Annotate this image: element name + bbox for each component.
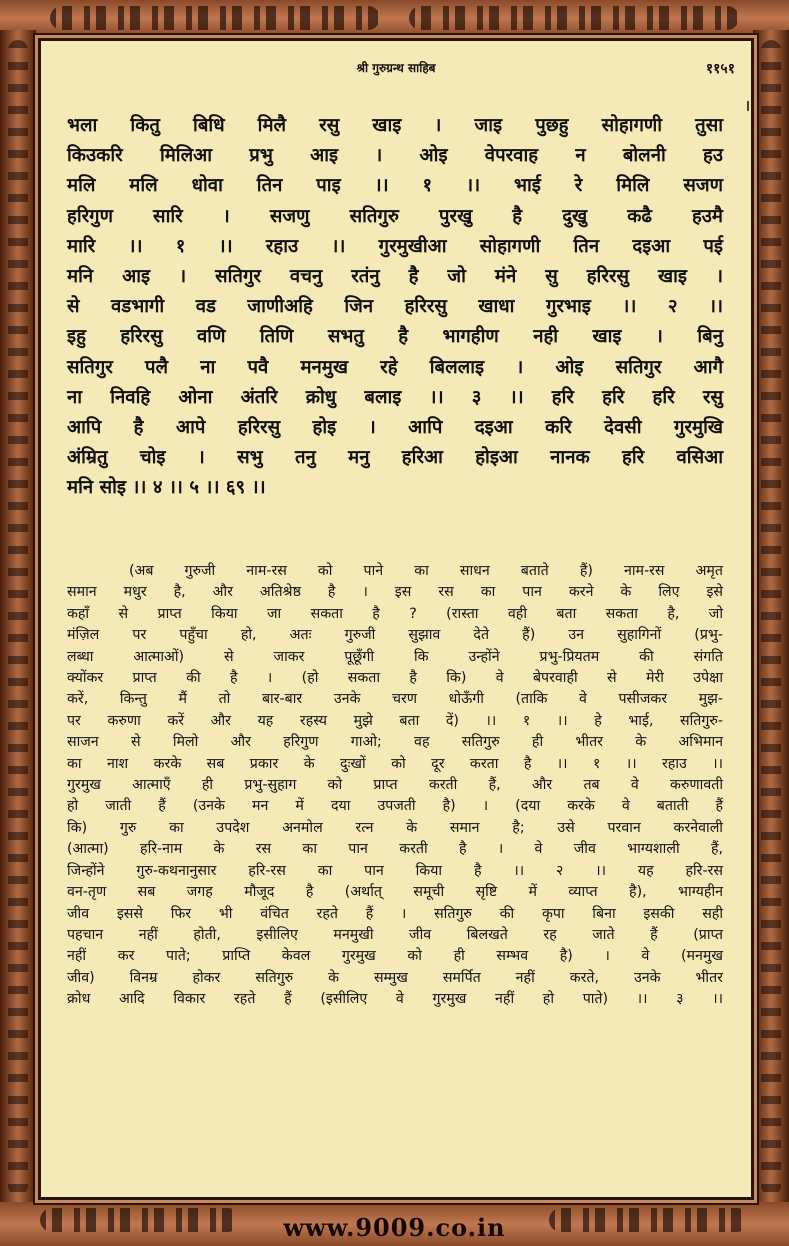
commentary-line: (अब गुरुजी नाम-रस को पाने का साधन बताते हैं) नाम-रस अमृत — [129, 563, 723, 579]
commentary-line: वन-तृण सब जगह मौजूद है (अर्थात् समूची सृष्टि में व्याप्त है), भाग्यहीन — [67, 884, 723, 901]
commentary-line: मंज़िल पर पहुँचा हो, अतः गुरुजी सुझाव देते हैं) उन सुहागिनों (प्रभु- — [67, 627, 723, 644]
ornament-left — [50, 6, 380, 30]
left-border — [0, 30, 36, 1206]
commentary-line: लब्धा आत्माओं) से जाकर पूछूँगी कि उन्होंने प्रभु-प्रियतम की संगति — [67, 648, 723, 665]
book-page — [38, 38, 754, 1200]
right-border — [753, 30, 789, 1206]
verse-line: मारि ।। १ ।। रहाउ ।। गुरमुखीआ सोहागणी तिन दइआ पई — [67, 235, 723, 257]
commentary-line: कहाँ से प्राप्त किया जा सकता है ? (रास्ता वही बता सकता है, जो — [67, 605, 723, 622]
margin-mark — [747, 101, 749, 111]
page-title: श्री गुरुग्रन्थ साहिब — [356, 61, 436, 75]
verse-line: मलि मलि धोवा तिन पाइ ।। १ ।। भाई रे मिलि सजण — [67, 175, 723, 197]
commentary-line: का नाश करके सब प्रकार के दुःखों को दूर करता है ।। १ ।। रहाउ ।। — [67, 755, 723, 772]
page-header — [41, 59, 751, 79]
verse-line: ना निवहि ओना अंतरि क्रोधु बलाइ ।। ३ ।। हरि हरि हरि रसु — [67, 386, 723, 408]
commentary-line: करें, किन्तु मैं तो बार-बार उनके चरण धोऊँगी (ताकि वे पसीजकर मुझ- — [67, 691, 723, 708]
commentary-line: जिन्होंने गुरु-कथनानुसार हरि-रस का पान किया है ।। २ ।। यह हरि-रस — [67, 862, 723, 879]
commentary-line: पर करुणा करें और यह रहस्य मुझे बता दें) ।। १ ।। हे भाई, सतिगुरु- — [67, 712, 723, 729]
commentary-line: गुरमुख आत्माएँ ही प्रभु-सुहाग को प्राप्त करती हैं, और तब वे करुणावती — [67, 777, 723, 794]
scripture-verses — [67, 111, 723, 504]
verse-line: मनि आइ । सतिगुर वचनु रतंनु है जो मंने सु हरिरसु खाइ । — [67, 266, 723, 288]
commentary-line: पहचान नहीं होती, इसीलिए मनमुखी जीव बिलखते रह जाते हैं (प्राप्त — [67, 926, 723, 943]
ornament-right — [409, 6, 739, 30]
commentary-line: क्रोध आदि विकार रहते हैं (इसीलिए वे गुरमुख नहीं हो पाते) ।। ३ ।। — [67, 991, 723, 1008]
commentary-line: नहीं कर पाते; प्राप्ति केवल गुरमुख को ही सम्भव है) । वे (मनमुख — [67, 948, 723, 965]
commentary-line: समान मधुर है, और अतिश्रेष्ठ है । इस रस का पान करने के लिए इसे — [67, 584, 723, 601]
verse-line: से वडभागी वड जाणीअहि जिन हरिरसु खाधा गुरभाइ ।। २ ।। — [67, 296, 723, 318]
commentary-line: क्योंकर प्राप्त की है । (हो सकता है कि) वे बेपरवाही से मेरी उपेक्षा — [67, 670, 723, 687]
verse-line: इहु हरिरसु वणि तिणि सभतु है भागहीण नही खाइ । बिनु — [67, 326, 723, 348]
commentary-line: जीव इससे फिर भी वंचित रहते हैं । सतिगुरु की कृपा बिना इसकी सही — [67, 905, 723, 922]
verse-line: किउकरि मिलिआ प्रभु आइ । ओइ वेपरवाह न बोलनी हउ — [67, 145, 723, 167]
verse-line: अंम्रितु चोइ । सभु तनु मनु हरिआ होइआ नानक हरि वसिआ — [67, 447, 723, 469]
hindi-commentary — [67, 561, 723, 1011]
commentary-line: जीव) विनम्र होकर सतिगुरु के सम्मुख समर्पित नहीं करते, उनके भीतर — [67, 969, 723, 986]
commentary-line: कि) गुरु का उपदेश अनमोल रत्न के समान है; उसे परवान करनेवाली — [67, 819, 723, 836]
verse-line: हरिगुण सारि । सजणु सतिगुरु पुरखु है दुखु कढै हउमै — [67, 205, 723, 227]
verse-line: आपि है आपे हरिरसु होइ । आपि दइआ करि देवसी गुरमुखि — [67, 417, 723, 439]
website-url: www.9009.co.in — [283, 1213, 506, 1242]
verse-line: भला कितु बिधि मिलै रसु खाइ । जाइ पुछहु सोहागणी तुसा — [67, 115, 723, 136]
commentary-line: साजन से मिलो और हरिगुण गाओ; वह सतिगुरु ही भीतर के अभिमान — [67, 734, 723, 751]
commentary-line: (आत्मा) हरि-नाम के रस का पान करती है । वे जीव भाग्यशाली हैं, — [67, 841, 723, 858]
verse-line: मनि सोइ ।। ४ ।। ५ ।। ६९ ।। — [67, 477, 266, 499]
top-border — [0, 0, 789, 36]
verse-line: सतिगुर पलै ना पवै मनमुख रहे बिललाइ । ओइ सतिगुर आगै — [67, 356, 723, 378]
page-number: ११५१ — [705, 61, 735, 77]
commentary-line: हो जाती हैं (उनके मन में दया उपजती है) । (दया करके वे बताती हैं — [67, 798, 723, 815]
